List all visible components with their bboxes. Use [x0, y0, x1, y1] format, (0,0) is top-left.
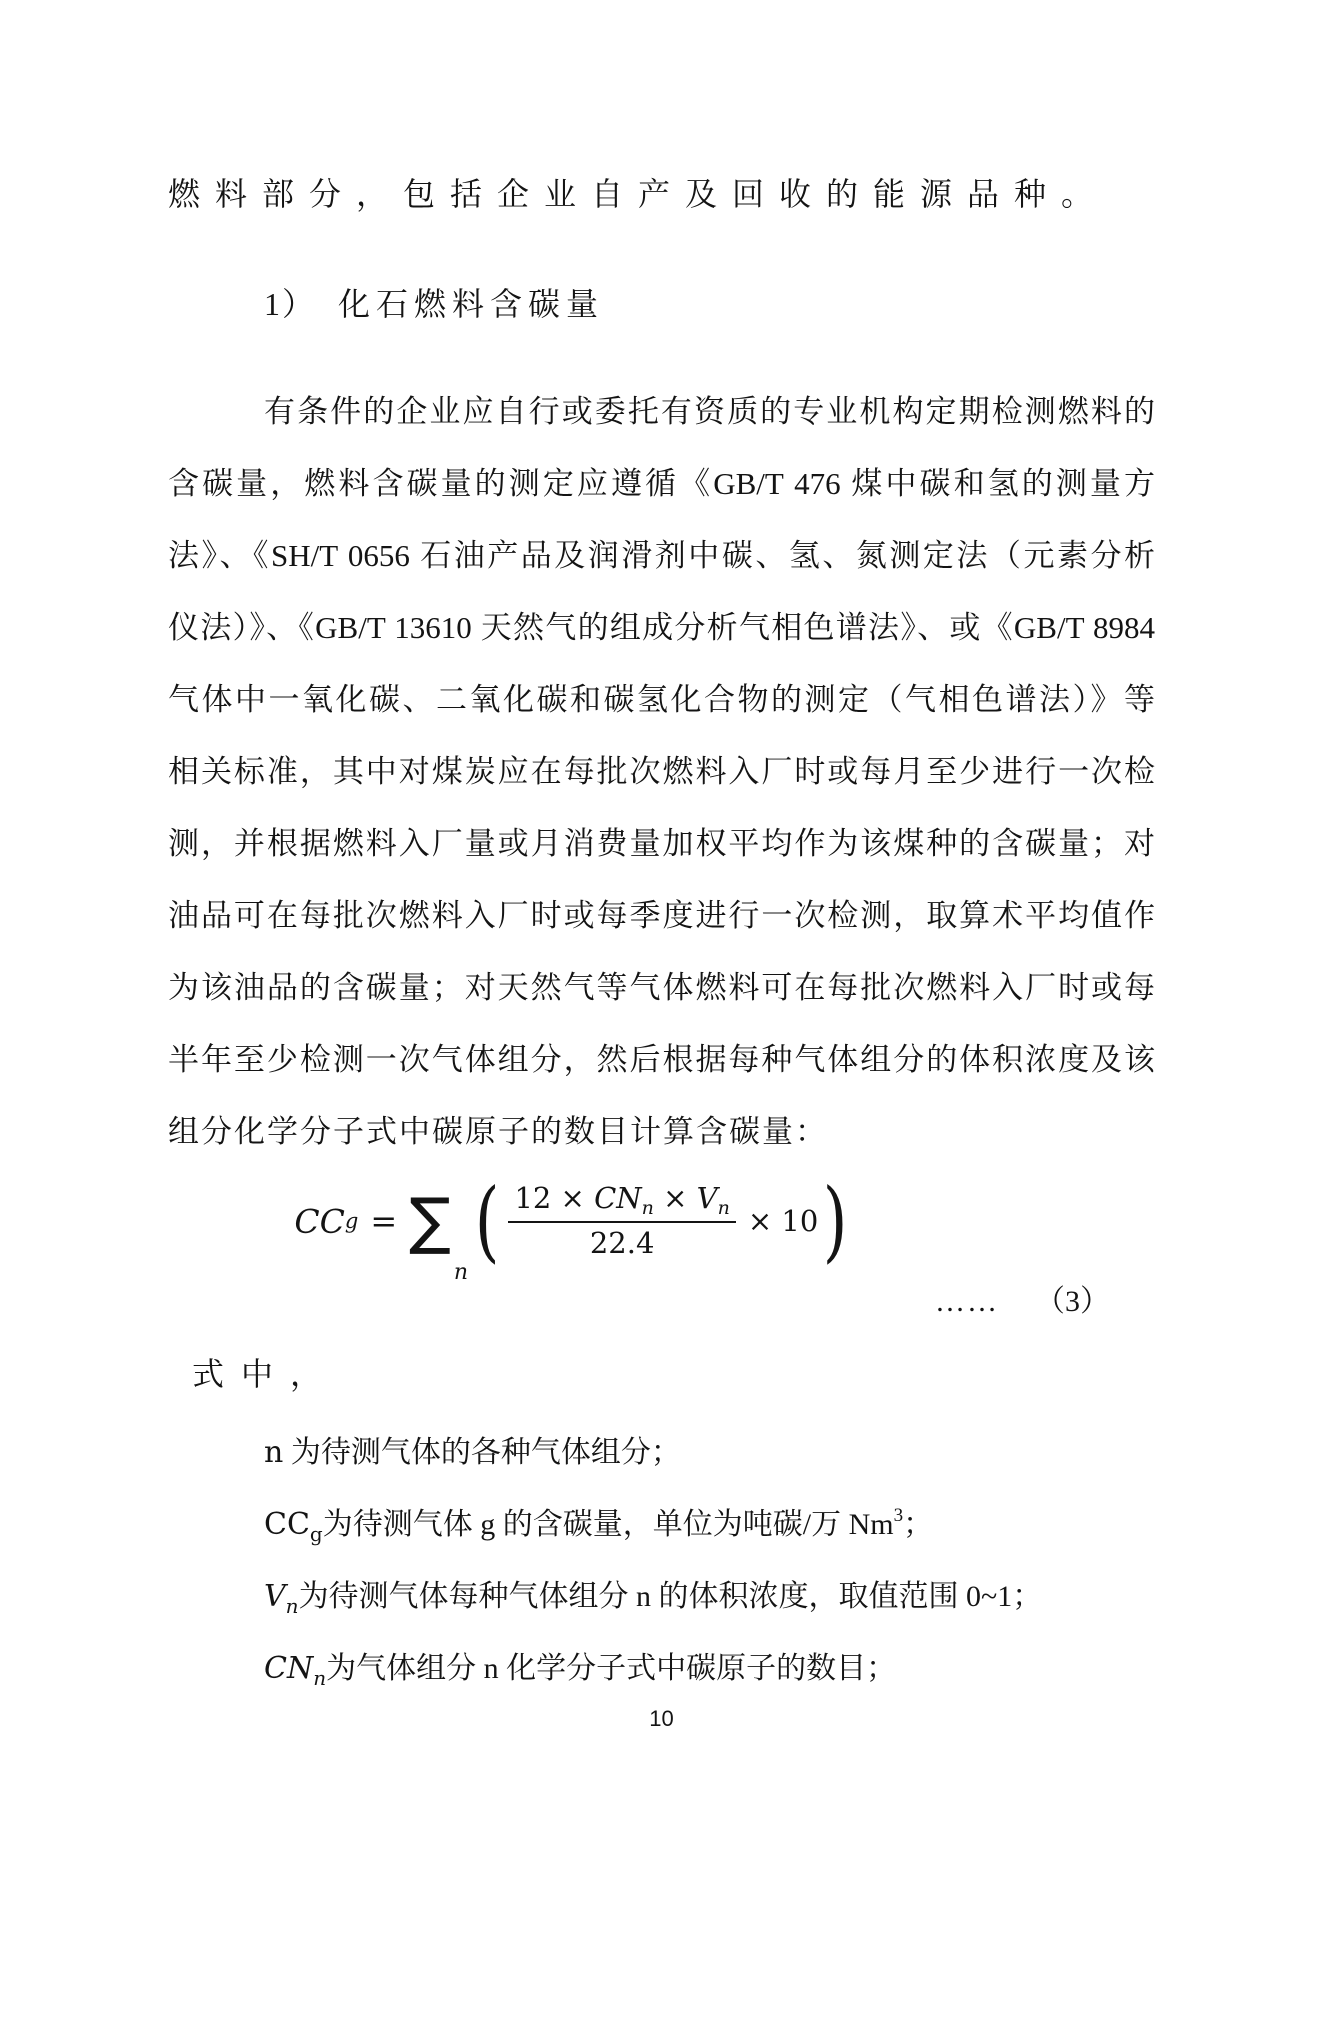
main-paragraph	[168, 376, 1155, 1168]
section-heading	[168, 268, 1155, 340]
times-sign: ×	[653, 1180, 697, 1215]
equation-number-line	[168, 1266, 1155, 1338]
v-variable: V	[696, 1180, 718, 1215]
paragraph-line: 为该油品的含碳量；对天然气等气体燃料可在每批次燃料入厂时或每	[168, 970, 1155, 1005]
paragraph-line: 仪法）》、《GB/T 13610 天然气的组成分析气相色谱法》、或《GB/T 8984	[168, 610, 1155, 645]
definition-cnn	[168, 1633, 1155, 1705]
paragraph-line: 气体中一氧化碳、二氧化碳和碳氢化合物的测定（气相色谱法）》等	[168, 682, 1155, 717]
definition-text: 为待测气体的各种气体组分；	[283, 1436, 681, 1469]
symbol-v: V	[264, 1579, 286, 1614]
paragraph-line: 组分化学分子式中碳原子的数目计算含碳量：	[168, 1114, 828, 1149]
definition-ccg	[168, 1489, 1155, 1561]
definition-text: 为待测气体每种气体组分 n 的体积浓度，取值范围 0~1；	[298, 1580, 1043, 1613]
multiplier: × 10	[747, 1204, 819, 1238]
symbol-v-subscript: n	[285, 1594, 299, 1618]
equation-3	[168, 1169, 1155, 1286]
fraction	[508, 1180, 735, 1260]
paragraph-line: 半年至少检测一次气体组分，然后根据每种气体组分的体积浓度及该	[168, 1042, 1155, 1077]
symbol-cc: CC	[264, 1507, 310, 1542]
paragraph-line: 含碳量，燃料含碳量的测定应遵循《GB/T 476 煤中碳和氢的测量方	[168, 466, 1155, 501]
equation-body: CC g = ∑ n ( $\frac{12 \times CN_n \times V_n}{22.4}$ × 10 )	[294, 1169, 848, 1286]
leader-dots: ……	[935, 1285, 999, 1318]
symbol-n: n	[264, 1435, 284, 1470]
fraction-numerator	[508, 1180, 735, 1223]
unit-superscript: 3	[893, 1505, 904, 1526]
equals-sign: =	[370, 1202, 398, 1240]
paragraph-line: 有条件的企业应自行或委托有资质的专业机构定期检测燃料的	[264, 394, 1155, 429]
fraction-denominator: 22.4	[589, 1225, 655, 1260]
open-parenthesis: (	[474, 1169, 500, 1272]
paragraph-line: 油品可在每批次燃料入厂时或每季度进行一次检测，取算术平均值作	[168, 898, 1155, 933]
heading-number: 1）	[264, 286, 317, 322]
page-content	[0, 158, 1323, 1731]
symbol-cn: CN	[264, 1651, 314, 1686]
definition-vn	[168, 1561, 1155, 1633]
document-page	[0, 158, 1323, 2029]
definition-text: 为气体组分 n 化学分子式中碳原子的数目；	[326, 1652, 897, 1685]
symbol-cc-subscript: g	[309, 1522, 323, 1546]
definition-n	[168, 1417, 1155, 1489]
summation-sigma: ∑	[409, 1183, 451, 1257]
numerator-constant: 12 ×	[514, 1180, 595, 1215]
cn-variable: CN	[594, 1180, 642, 1215]
symbol-cn-subscript: n	[313, 1666, 327, 1690]
where-label: 式中，	[192, 1356, 340, 1392]
paragraph-line: 测，并根据燃料入厂量或月消费量加权平均作为该煤种的含碳量；对	[168, 826, 1155, 861]
definition-text: 为待测气体 g 的含碳量，单位为吨碳/万 Nm	[322, 1508, 894, 1541]
paragraph-continuation-line: 燃料部分，包括企业自产及回收的能源品种。	[168, 176, 1093, 212]
v-subscript: n	[717, 1196, 730, 1219]
equation-number: （3）	[1035, 1285, 1110, 1318]
close-parenthesis: )	[823, 1169, 848, 1272]
heading-title: 化石燃料含碳量	[338, 286, 605, 322]
page-number: 10	[649, 1706, 674, 1731]
variable-definitions	[168, 1417, 1155, 1705]
paragraph-line: 法》、《SH/T 0656 石油产品及润滑剂中碳、氢、氮测定法（元素分析	[168, 538, 1155, 573]
cn-subscript: n	[641, 1196, 654, 1219]
paragraph-line: 相关标准，其中对煤炭应在每批次燃料入厂时或每月至少进行一次检	[168, 754, 1155, 789]
equation-lhs: CC	[294, 1201, 345, 1241]
definition-tail: ；	[903, 1508, 934, 1541]
